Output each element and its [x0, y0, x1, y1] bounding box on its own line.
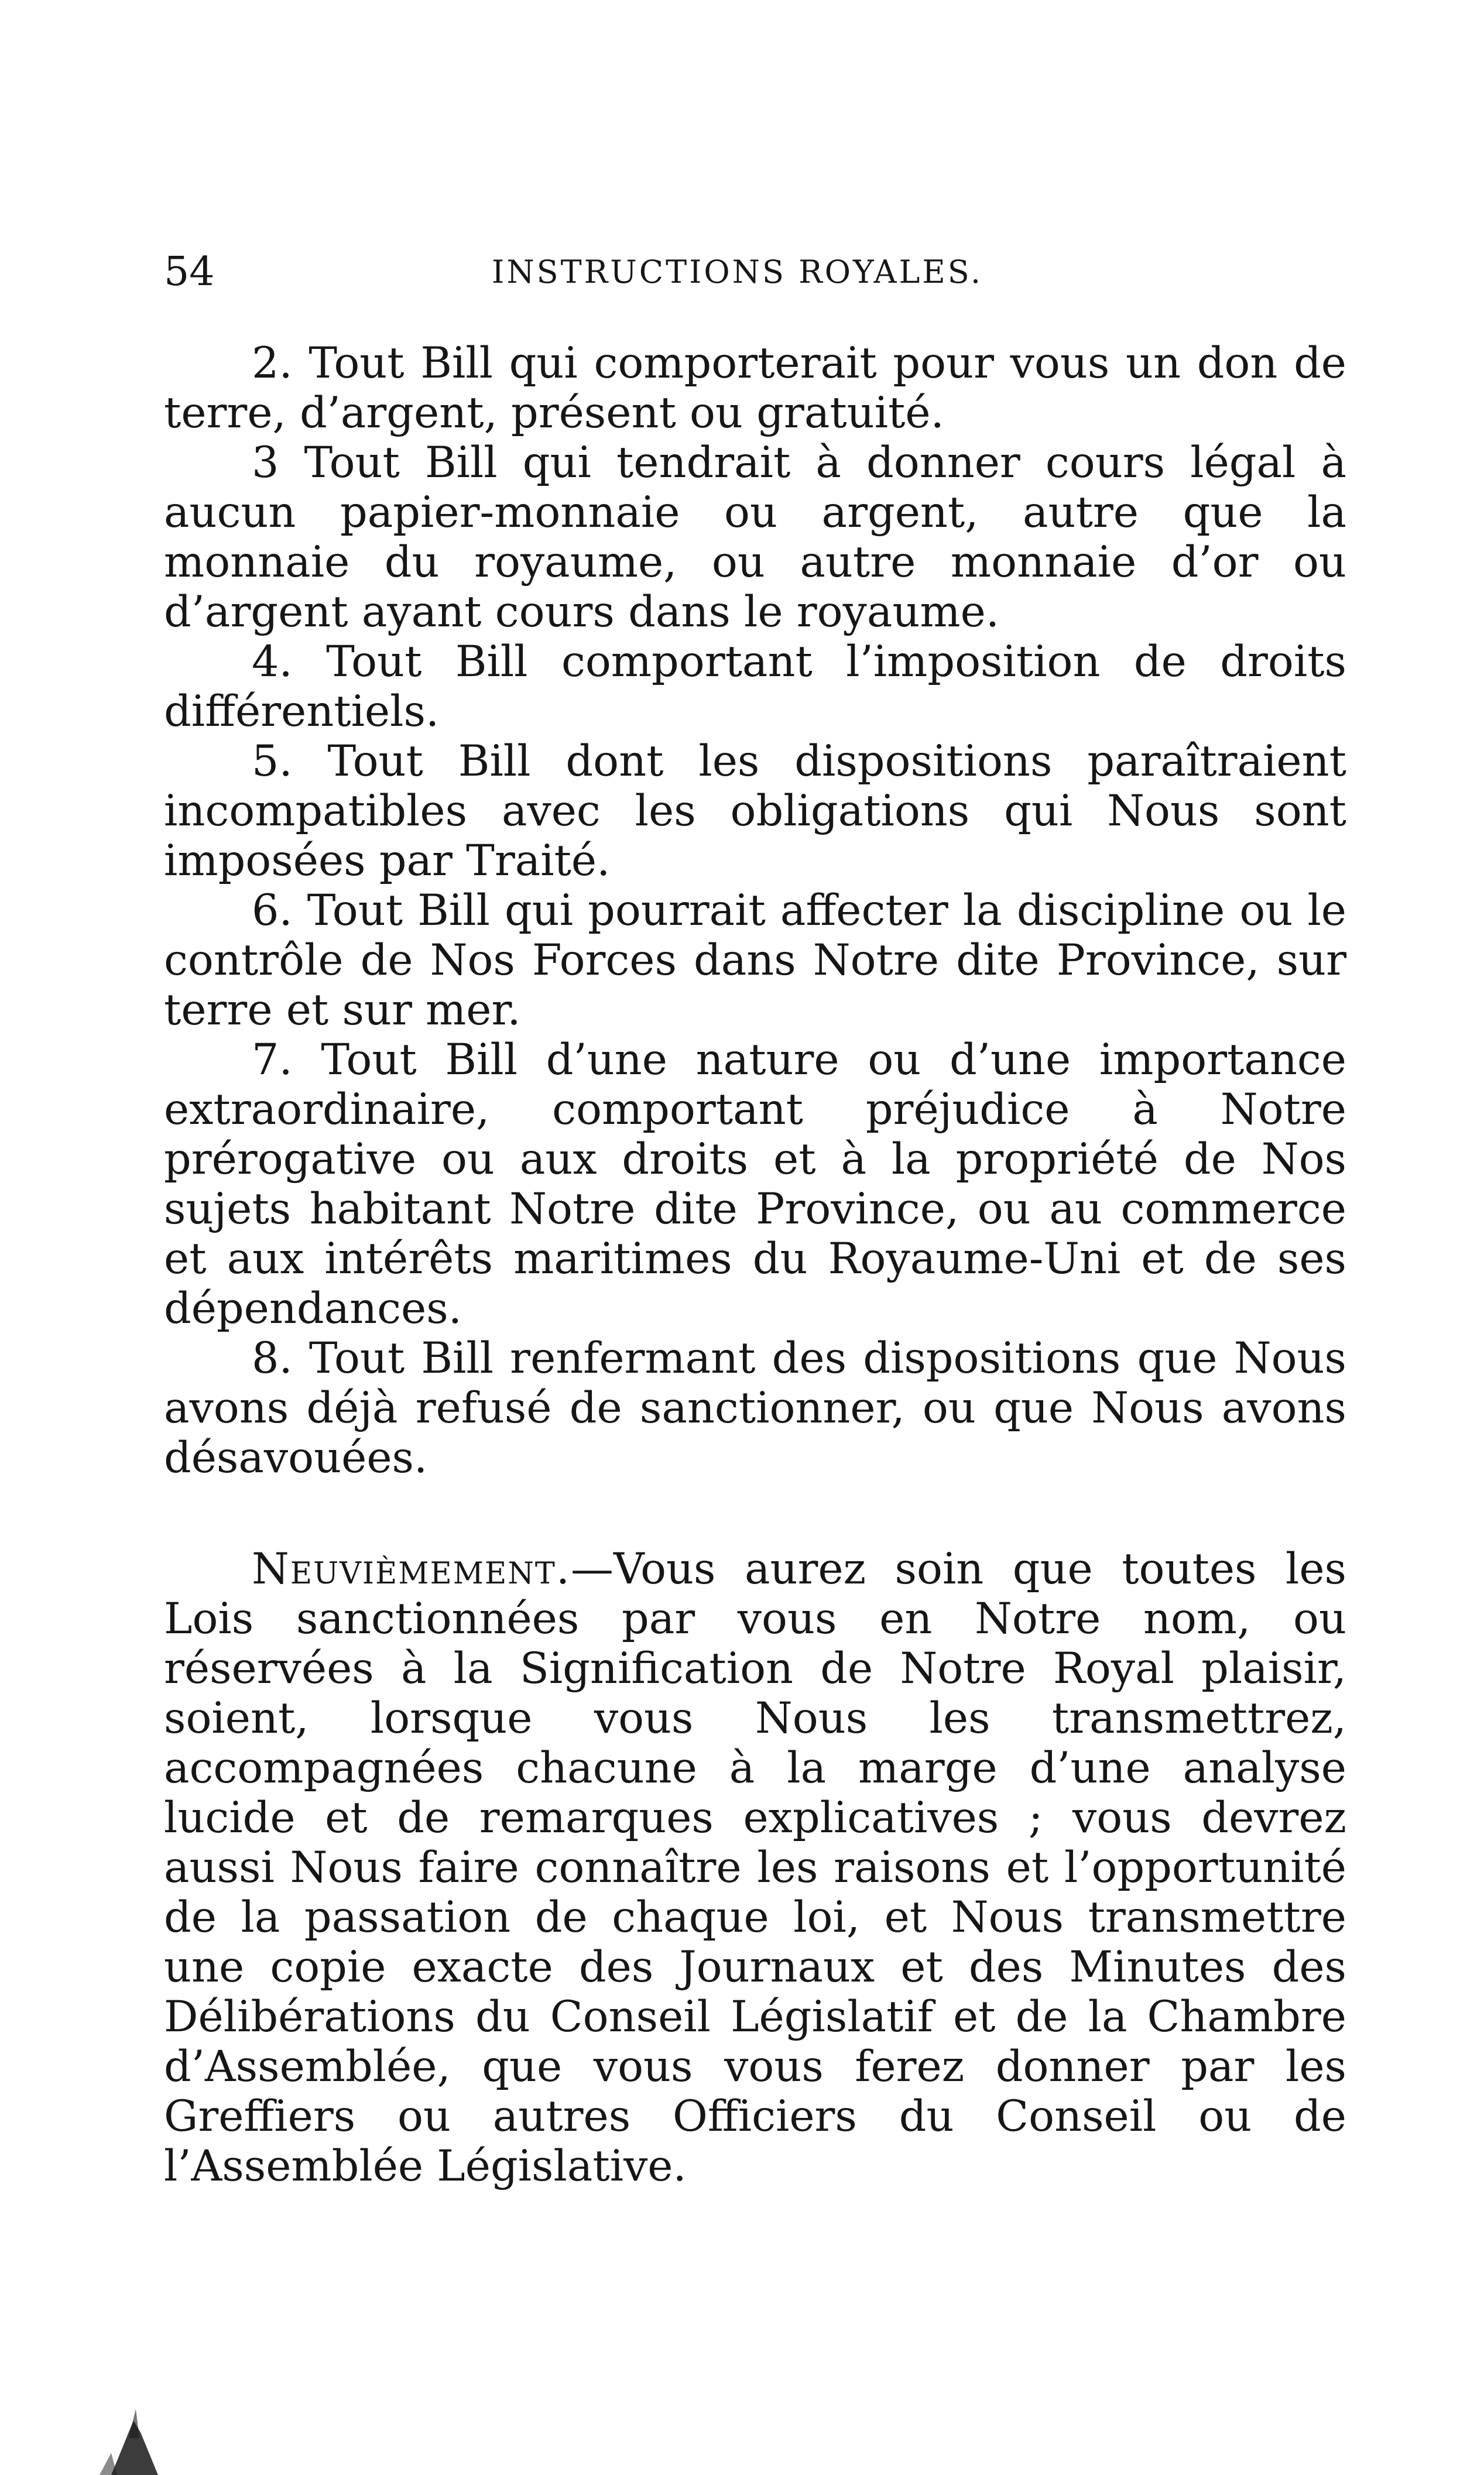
list-item-5: 5. Tout Bill dont les dispositions paraîtraient incompatibles avec les obligations qui Nous sont imposées par Traité. — [164, 736, 1346, 886]
ninth-paragraph — [164, 1544, 1346, 2191]
running-title: INSTRUCTIONS ROYALES. — [492, 253, 983, 290]
list-item-4: 4. Tout Bill comportant l’imposition de droits différentiels. — [164, 637, 1346, 736]
list-item-8: 8. Tout Bill renfermant des dispositions que Nous avons déjà refusé de sanctionner, ou que Nous avons désavouées. — [164, 1334, 1346, 1483]
page-header — [164, 246, 1065, 299]
section-gap — [164, 1483, 1346, 1544]
list-item-2: 2. Tout Bill qui comporterait pour vous un don de terre, d’argent, présent ou gratuité. — [164, 338, 1346, 438]
list-item-3: 3 Tout Bill qui tendrait à donner cours légal à aucun papier-monnaie ou argent, autre que la monnaie du royaume, ou autre monnaie d’or ou d’argent ayant cours dans le royaume. — [164, 438, 1346, 637]
bottom-ornament-icon — [88, 2397, 181, 2475]
section-heading: Neuvièmement. — [252, 1544, 571, 1594]
list-item-6: 6. Tout Bill qui pourrait affecter la discipline ou le contrôle de Nos Forces dans Notre dite Province, sur terre et sur mer. — [164, 886, 1346, 1035]
ninth-paragraph-text: —Vous aurez soin que toutes les Lois sanctionnées par vous en Notre nom, ou réservées à la Signification de Notre Royal plaisir, soient, lorsque vous Nous les transmettrez, accompagnées chacune à la marge d’une analyse lucide et de remarques explicatives ; vous devrez aussi Nous faire connaître les raisons et l’opportunité de la passation de chaque loi, et Nous transmettre une copie exacte des Journaux et des Minutes des Délibérations du Conseil Législatif et de la Chambre d’Assemblée, que vous vous ferez donner par les Greffiers ou autres Officiers du Conseil ou de l’Assemblée Législative. — [164, 1544, 1346, 2191]
body-text — [164, 338, 1346, 2191]
page-number: 54 — [164, 249, 215, 295]
list-item-7: 7. Tout Bill d’une nature ou d’une importance extraordinaire, comportant préjudice à Notre prérogative ou aux droits et à la propriété de Nos sujets habitant Notre dite Province, ou au commerce et aux intérêts maritimes du Royaume-Uni et de ses dépendances. — [164, 1035, 1346, 1334]
